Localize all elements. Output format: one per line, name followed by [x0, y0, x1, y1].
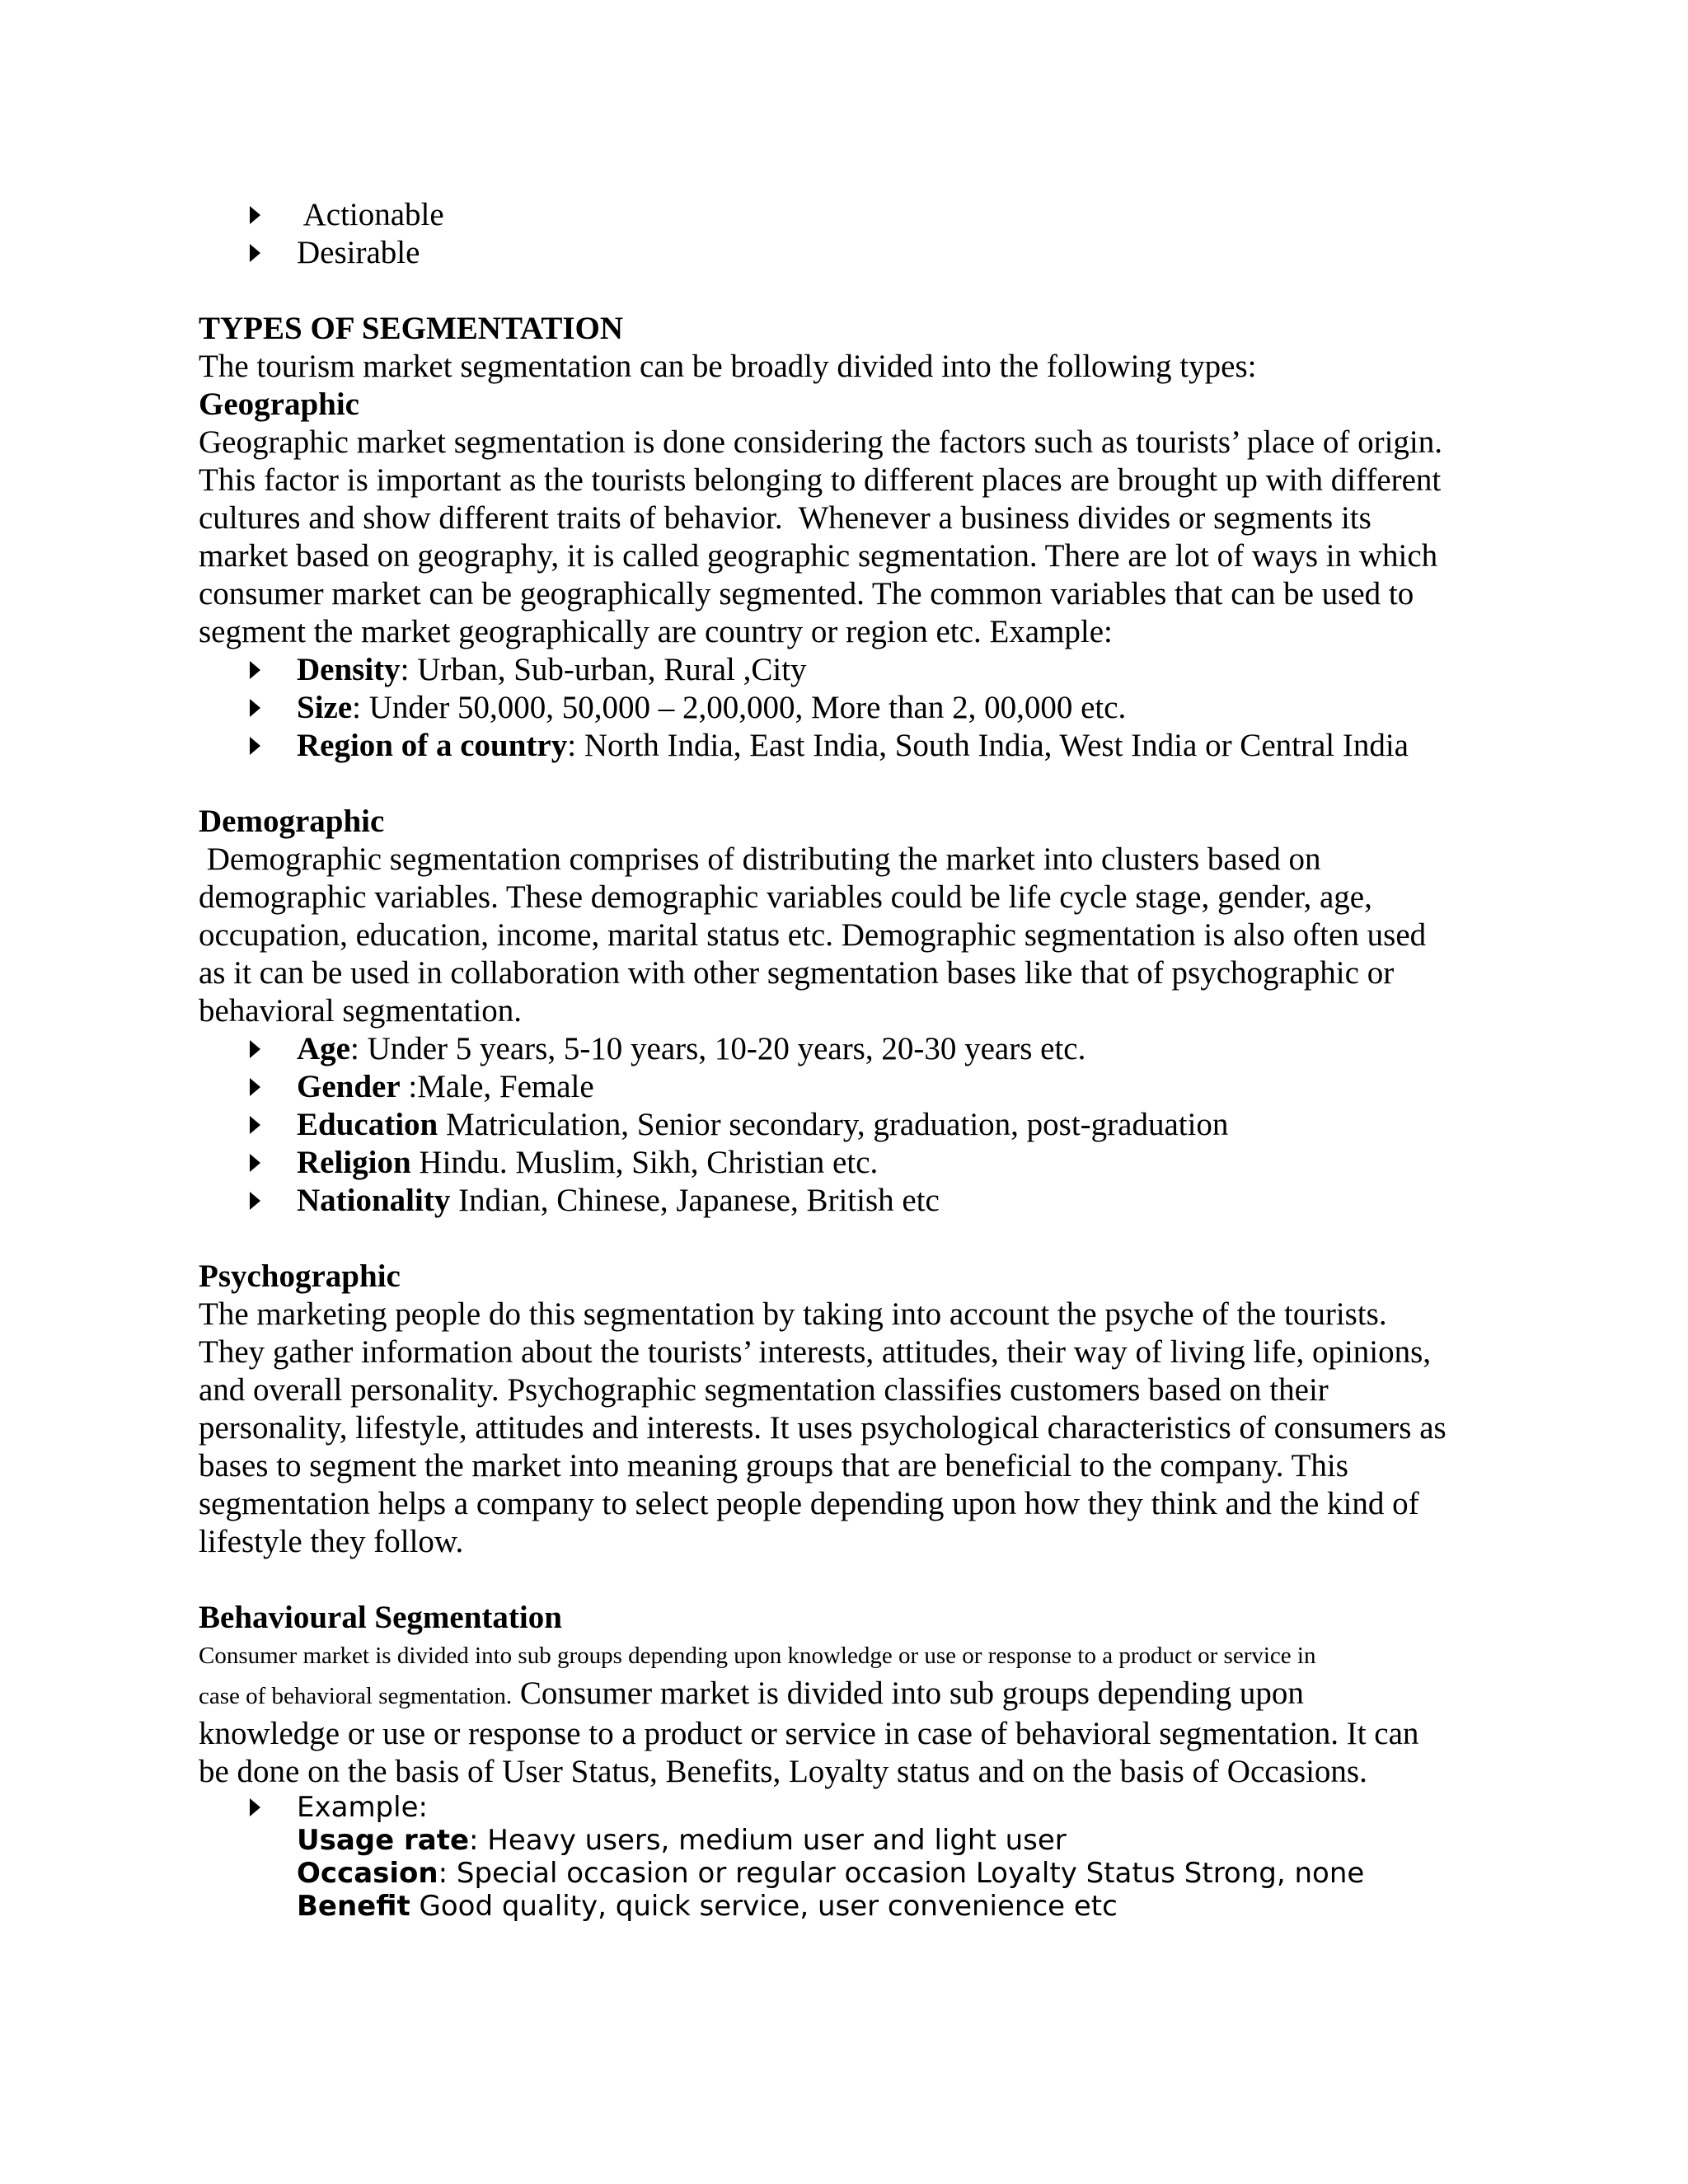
behavioural-example-list: [199, 1791, 1501, 1824]
paragraph-line: This factor is important as the tourists belonging to different places are brought up with different: [199, 462, 1442, 498]
bullet-term: Religion: [297, 1145, 411, 1180]
small-text: case of behavioral segmentation.: [199, 1683, 513, 1709]
paragraph-line: They gather information about the tourists’ interests, attitudes, their way of living life, opinions,: [199, 1334, 1432, 1370]
paragraph-line: segmentation helps a company to select people depending upon how they think and the kind of: [199, 1486, 1419, 1521]
paragraph-line: behavioral segmentation.: [199, 993, 523, 1029]
triangle-bullet-icon: [250, 1154, 260, 1172]
paragraph-line: segment the market geographically are country or region etc. Example:: [199, 614, 1113, 649]
paragraph-line: and overall personality. Psychographic segmentation classifies customers based on their: [199, 1372, 1329, 1408]
bullet-text: : Urban, Sub-urban, Rural ,City: [400, 652, 807, 687]
bullet-term: Density: [297, 652, 401, 687]
triangle-bullet-icon: [250, 1192, 260, 1210]
psychographic-paragraph: [199, 1296, 1501, 1561]
bullet-text: Desirable: [297, 235, 420, 270]
paragraph-line: knowledge or use or response to a product or service in case of behavioral segmentation. It can: [199, 1716, 1419, 1751]
paragraph-line: bases to segment the market into meaning groups that are beneficial to the company. This: [199, 1448, 1348, 1483]
demographic-bullet-list: [199, 1030, 1501, 1220]
list-item: [248, 1144, 1501, 1182]
types-intro: The tourism market segmentation can be broadly divided into the following types:: [199, 349, 1257, 384]
triangle-bullet-icon: [250, 661, 260, 679]
section-heading-types: TYPES OF SEGMENTATION: [199, 311, 624, 346]
triangle-bullet-icon: [250, 206, 260, 224]
example-term: Occasion: [297, 1857, 438, 1890]
geographic-paragraph: [199, 424, 1501, 651]
triangle-bullet-icon: [250, 1078, 260, 1096]
example-line: [248, 1824, 1501, 1857]
section-heading-behavioural: Behavioural Segmentation: [199, 1600, 562, 1635]
intro-bullet-list: [199, 196, 1501, 272]
paragraph-line: cultures and show different traits of behavior. Whenever a business divides or segments its: [199, 500, 1372, 536]
paragraph-line: Geographic market segmentation is done considering the factors such as tourists’ place of origin.: [199, 424, 1443, 460]
list-item: [248, 651, 1501, 689]
section-heading-geographic: Geographic: [199, 387, 359, 422]
list-item: [248, 727, 1501, 765]
bullet-text: : Under 50,000, 50,000 – 2,00,000, More than 2, 00,000 etc.: [352, 690, 1127, 725]
bullet-term: Region of a country: [297, 728, 568, 763]
bullet-term: Size: [297, 690, 353, 725]
bullet-term: Nationality: [297, 1183, 451, 1218]
example-text: : Special occasion or regular occasion Loyalty Status Strong, none: [438, 1857, 1365, 1890]
regular-text: Consumer market is divided into sub groups depending upon: [512, 1675, 1304, 1711]
geographic-bullet-list: [199, 651, 1501, 765]
bullet-text: : Under 5 years, 5-10 years, 10-20 years, 20-30 years etc.: [349, 1031, 1086, 1066]
paragraph-line: be done on the basis of User Status, Benefits, Loyalty status and on the basis of Occasions.: [199, 1754, 1367, 1789]
paragraph-line: lifestyle they follow.: [199, 1524, 464, 1559]
triangle-bullet-icon: [250, 737, 260, 755]
paragraph-line-mixed: [199, 1675, 1501, 1715]
example-text: : Heavy users, medium user and light user: [469, 1824, 1067, 1857]
paragraph-line: market based on geography, it is called geographic segmentation. There are lot of ways in which: [199, 538, 1438, 574]
section-heading-psychographic: Psychographic: [199, 1258, 401, 1294]
list-item: [248, 689, 1501, 727]
list-item: [248, 1182, 1501, 1220]
example-text: Good quality, quick service, user convenience etc: [410, 1890, 1118, 1923]
paragraph-line: demographic variables. These demographic variables could be life cycle stage, gender, age,: [199, 879, 1372, 915]
bullet-text: Actionable: [297, 197, 444, 232]
bullet-text: Hindu. Muslim, Sikh, Christian etc.: [410, 1145, 879, 1180]
demographic-paragraph: [199, 841, 1501, 1030]
triangle-bullet-icon: [250, 699, 260, 717]
triangle-bullet-icon: [250, 1040, 260, 1058]
example-line: [248, 1857, 1501, 1890]
behavioural-examples: [199, 1824, 1501, 1923]
paragraph-line: consumer market can be geographically segmented. The common variables that can be used to: [199, 576, 1414, 612]
list-item: [248, 196, 1501, 234]
bullet-text: Matriculation, Senior secondary, graduation, post-graduation: [438, 1107, 1229, 1142]
bullet-term: Gender: [297, 1069, 401, 1104]
example-line: [248, 1890, 1501, 1923]
paragraph-line: personality, lifestyle, attitudes and interests. It uses psychological characteristics of consumers as: [199, 1410, 1447, 1446]
behavioural-paragraph: [199, 1637, 1501, 1791]
section-heading-demographic: Demographic: [199, 804, 385, 839]
list-item: [248, 1791, 1501, 1824]
triangle-bullet-icon: [250, 1116, 260, 1134]
bullet-text: : North India, East India, South India, West India or Central India: [567, 728, 1409, 763]
list-item: [248, 1068, 1501, 1106]
example-label: Example:: [297, 1791, 428, 1824]
paragraph-line-small: Consumer market is divided into sub groups depending upon knowledge or use or response to a product or service in: [199, 1643, 1316, 1669]
example-term: Usage rate: [297, 1824, 470, 1857]
triangle-bullet-icon: [250, 1798, 260, 1816]
triangle-bullet-icon: [250, 244, 260, 262]
document-page: [199, 196, 1501, 1923]
list-item: [248, 234, 1501, 272]
paragraph-line: occupation, education, income, marital status etc. Demographic segmentation is also often used: [199, 917, 1427, 953]
list-item: [248, 1030, 1501, 1068]
paragraph-line: Demographic segmentation comprises of distributing the market into clusters based on: [199, 841, 1321, 877]
list-item: [248, 1106, 1501, 1144]
bullet-text: Indian, Chinese, Japanese, British etc: [450, 1183, 940, 1218]
bullet-term: Age: [297, 1031, 350, 1066]
paragraph-line: The marketing people do this segmentation by taking into account the psyche of the tourists.: [199, 1296, 1387, 1332]
bullet-text: :Male, Female: [400, 1069, 594, 1104]
example-term: Benefit: [297, 1890, 410, 1923]
paragraph-line: as it can be used in collaboration with other segmentation bases like that of psychographic or: [199, 955, 1395, 991]
bullet-term: Education: [297, 1107, 438, 1142]
